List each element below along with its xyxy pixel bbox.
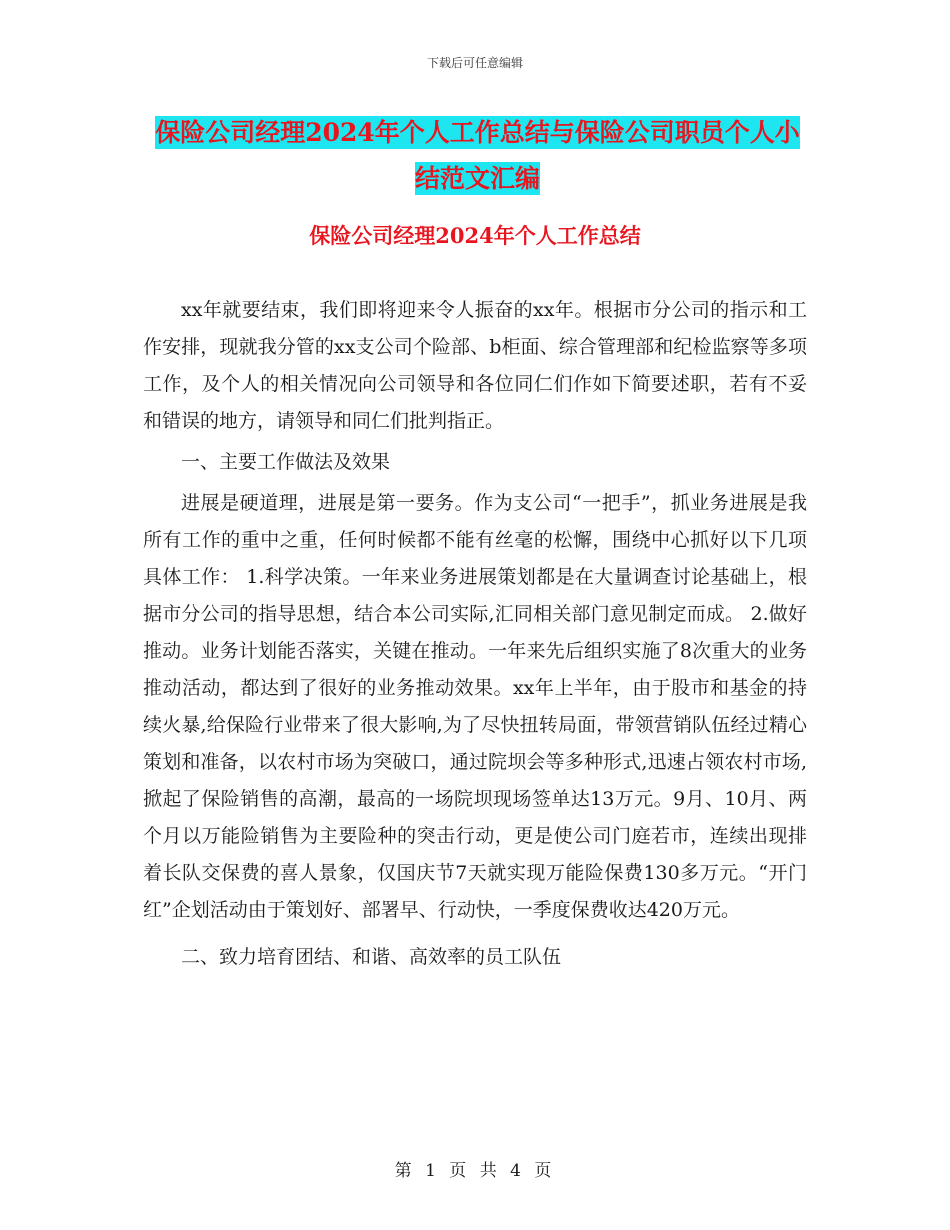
heading-team: 二、致力培育团结、和谐、高效率的员工队伍: [181, 946, 562, 968]
header-note: 下载后可任意编辑: [426, 56, 523, 70]
paragraph-development: 进展是硬道理，进展是第一要务。作为支公司“一把手”，抓业务进展是我所有工作的重中之重，任何时候都不能有丝毫的松懈，围绕中心抓好以下几项具体工作： 1.科学决策。一年来业务进展策划都是在大量调查讨论基础上，根据市分公司的指导思想，结合本公司实际,汇同相关部门意见制定而成。 2.做好推动。业务计划能否落实，关键在推动。一年来先后组织实施了8次重大的业务推动活动，都达到了很好的业务推动效果。xx年上半年，由于股市和基金的持续火暴,给保险行业带来了很大影响,为了尽快扭转局面，带领营销队伍经过精心策划和准备，以农村市场为突破口，通过院坝会等多种形式,迅速占领农村市场,掀起了保险销售的高潮，最高的一场院坝现场签单达13万元。9月、10月、两个月以万能险销售为主要险种的突击行动，更是使公司门庭若市，连续出现排着长队交保费的喜人景象，仅国庆节7天就实现万能险保费130多万元。“开门红”企划活动由于策划好、部署早、行动快，一季度保费收达420万元。: [143, 492, 807, 921]
paragraph-intro: xx年就要结束，我们即将迎来令人振奋的xx年。根据市分公司的指示和工作安排，现就我分管的xx支公司个险部、b柜面、综合管理部和纪检监察等多项工作，及个人的相关情况向公司领导和各位同仁们作如下简要述职，若有不妥和错误的地方，请领导和同仁们批判指正。: [143, 299, 807, 432]
page-indicator: 第 1 页 共 4 页: [394, 1161, 556, 1181]
document-body: [143, 292, 807, 976]
heading-main-work: 一、主要工作做法及效果: [181, 451, 391, 473]
document-title-text: 保险公司经理2024年个人工作总结与保险公司职员个人小结范文汇编: [155, 118, 800, 193]
section-title: 保险公司经理2024年个人工作总结: [309, 223, 641, 248]
document-title: [145, 110, 810, 202]
